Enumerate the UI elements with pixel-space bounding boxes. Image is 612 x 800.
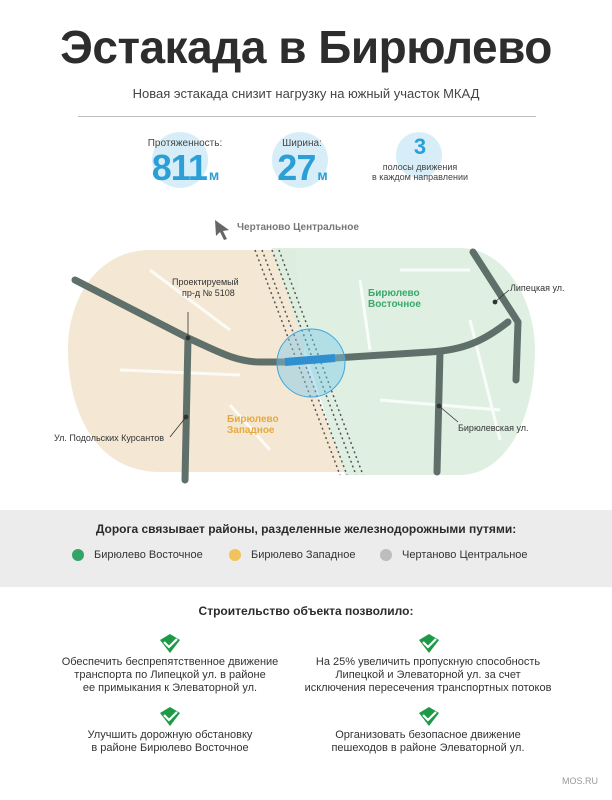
benefit-2-line-3: исключения пересечения транспортных потоков bbox=[304, 682, 552, 694]
stat-lanes-caption-2: в каждом направлении bbox=[371, 172, 469, 182]
check-icon bbox=[158, 706, 182, 728]
benefit-item-4 bbox=[298, 729, 558, 755]
district-west-label-1: Бирюлево bbox=[227, 414, 279, 425]
check-icon bbox=[158, 633, 182, 655]
benefit-item-1 bbox=[40, 656, 300, 695]
stat-length-unit: м bbox=[208, 167, 219, 183]
stat-width-value: 27 bbox=[277, 147, 316, 188]
legend-title: Дорога связывает районы, разделенные железнодорожными путями: bbox=[95, 522, 517, 536]
road-projected-label-2: пр-д № 5108 bbox=[182, 288, 235, 298]
road-podolskikh-label: Ул. Подольских Курсантов bbox=[54, 433, 165, 443]
legend-item-east bbox=[72, 549, 203, 561]
legend-west-label: Бирюлево Западное bbox=[251, 549, 356, 561]
district-east-label-2: Восточное bbox=[368, 299, 421, 310]
benefit-4-line-2: пешеходов в районе Элеваторной ул. bbox=[331, 742, 525, 754]
stat-length-label: Протяженность: bbox=[147, 138, 223, 149]
check-icon bbox=[417, 633, 441, 655]
benefit-1-line-1: Обеспечить беспрепятственное движение bbox=[61, 656, 279, 668]
benefit-2-line-2: Липецкой и Элеваторной ул. за счет bbox=[335, 669, 521, 681]
benefit-item-3 bbox=[40, 729, 300, 755]
page-subtitle: Новая эстакада снизит нагрузку на южный участок МКАД bbox=[132, 86, 480, 101]
divider bbox=[78, 116, 536, 117]
legend-item-west bbox=[229, 549, 355, 561]
benefit-3-line-2: в районе Бирюлево Восточное bbox=[91, 742, 249, 754]
legend-east-label: Бирюлево Восточное bbox=[94, 549, 203, 561]
legend-east-dot bbox=[72, 549, 84, 561]
stat-lanes-value: 3 bbox=[413, 134, 427, 159]
road-lipetskaya-label: Липецкая ул. bbox=[510, 283, 565, 293]
legend-west-dot bbox=[229, 549, 241, 561]
legend-item-north bbox=[380, 549, 528, 561]
road-projected-label-1: Проектируемый bbox=[172, 277, 239, 287]
north-arrow-icon bbox=[215, 220, 229, 240]
benefit-2-line-1: На 25% увеличить пропускную способность bbox=[315, 656, 541, 668]
stat-width-label: Ширина: bbox=[282, 138, 322, 149]
stat-lanes bbox=[360, 132, 480, 192]
stat-lanes-caption-1: полосы движения bbox=[382, 162, 458, 172]
benefit-item-2 bbox=[298, 656, 558, 695]
legend-north-dot bbox=[380, 549, 392, 561]
road-podolskikh bbox=[185, 338, 188, 480]
stat-width-unit: м bbox=[317, 167, 327, 183]
benefits-title: Строительство объекта позволило: bbox=[198, 604, 414, 618]
stat-length-value-row bbox=[140, 147, 230, 189]
district-west-label-2: Западное bbox=[227, 425, 275, 436]
district-east-label-1: Бирюлево bbox=[368, 288, 420, 299]
benefit-1-line-2: транспорта по Липецкой ул. в районе bbox=[74, 669, 266, 681]
stat-length bbox=[140, 130, 230, 190]
page-title: Эстакада в Бирюлево bbox=[60, 21, 552, 73]
stat-width bbox=[262, 130, 342, 190]
road-biryulevskaya bbox=[437, 352, 440, 472]
benefit-1-line-3: ее примыкания к Элеваторной ул. bbox=[82, 682, 258, 694]
stat-length-value: 811 bbox=[151, 147, 207, 188]
legend-north-label: Чертаново Центральное bbox=[402, 549, 528, 561]
overpass-segment bbox=[285, 358, 335, 362]
road-biryulevskaya-label: Бирюлевская ул. bbox=[458, 423, 529, 433]
check-icon bbox=[417, 706, 441, 728]
stat-width-value-row bbox=[262, 147, 342, 189]
benefit-4-line-1: Организовать безопасное движение bbox=[335, 729, 521, 741]
district-map bbox=[0, 210, 612, 505]
source-credit: MOS.RU bbox=[562, 776, 598, 786]
benefit-3-line-1: Улучшить дорожную обстановку bbox=[87, 729, 253, 741]
north-label: Чертаново Центральное bbox=[237, 222, 359, 233]
